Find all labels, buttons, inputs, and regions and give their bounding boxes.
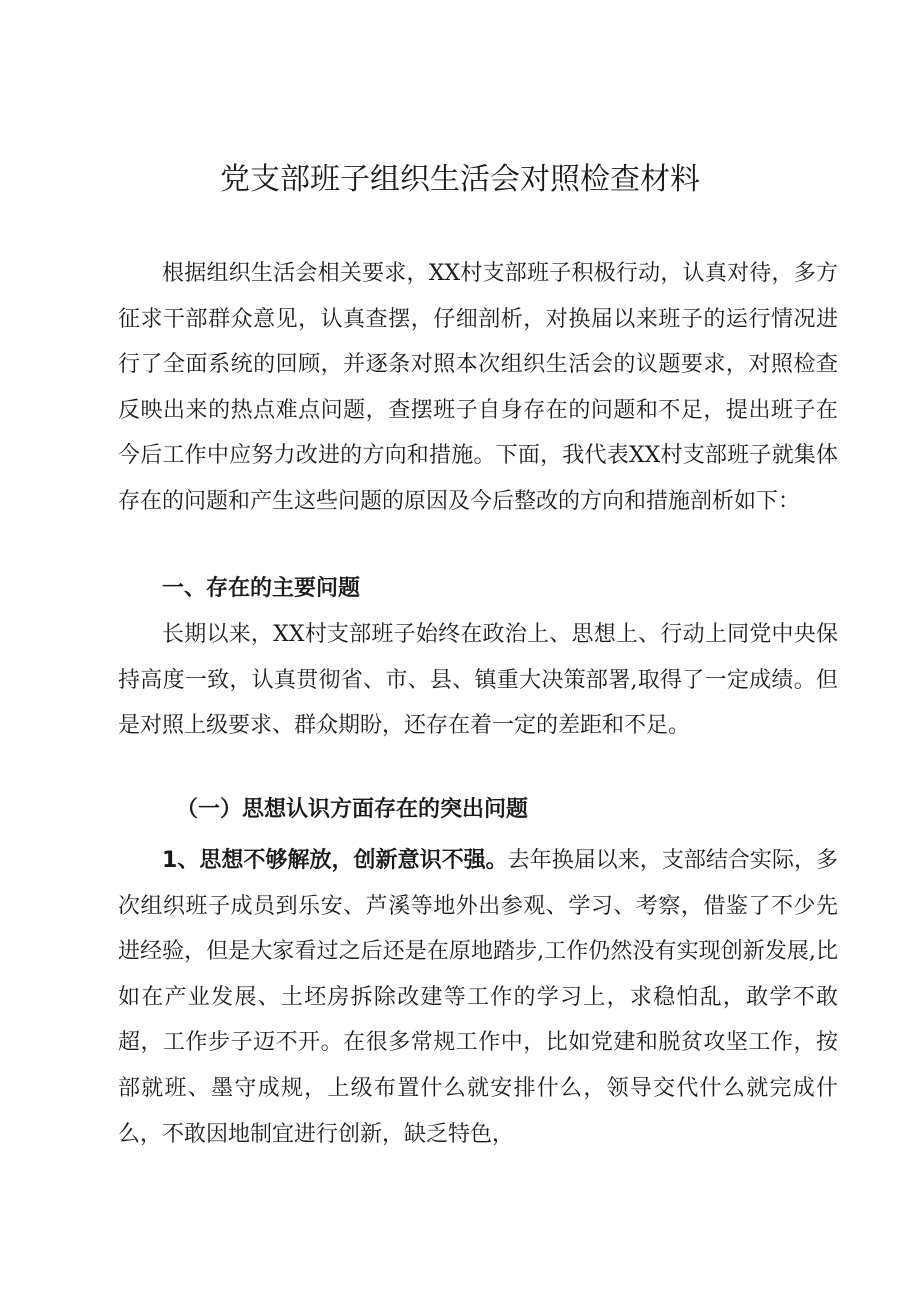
item1-paragraph <box>118 838 838 1157</box>
item1-text: 去年换届以来，支部结合实际，多次组织班子成员到乐安、芦溪等地外出参观、学习、考察，借鉴了不少先进经验，但是大家看过之后还是在原地踏步,工作仍然没有实现创新发展,比如在产业发展、土坯房拆除改建等工作的学习上，求稳怕乱，敢学不敢超，工作步子迈不开。在很多常规工作中，比如党建和脱贫攻坚工作，按部就班、墨守成规，上级布置什么就安排什么，领导交代什么就完成什么，不敢因地制宜进行创新，缺乏特色， <box>118 848 838 1147</box>
subsection-heading: （一）思想认识方面存在的突出问题 <box>176 797 529 822</box>
intro-paragraph: 根据组织生活会相关要求，XX村支部班子积极行动，认真对待，多方征求干部群众意见，认真查摆，仔细剖析，对换届以来班子的运行情况进行了全面系统的回顾，并逐条对照本次组织生活会的议题要求，对照检查反映出来的热点难点问题，查摆班子自身存在的问题和不足，提出班子在今后工作中应努力改进的方向和措施。下面，我代表XX村支部班子就集体存在的问题和产生这些问题的原因及今后整改的方向和措施剖析如下： <box>118 261 838 514</box>
section-heading: 一、存在的主要问题 <box>162 576 361 601</box>
item1-lead: 1、思想不够解放，创新意识不强。 <box>162 848 508 873</box>
document-title: 党支部班子组织生活会对照检查材料 <box>220 162 700 197</box>
section-paragraph: 长期以来，XX村支部班子始终在政治上、思想上、行动上同党中央保持高度一致，认真贯彻省、市、县、镇重大决策部署,取得了一定成绩。但是对照上级要求、群众期盼，还存在着一定的差距和不足。 <box>118 622 838 739</box>
